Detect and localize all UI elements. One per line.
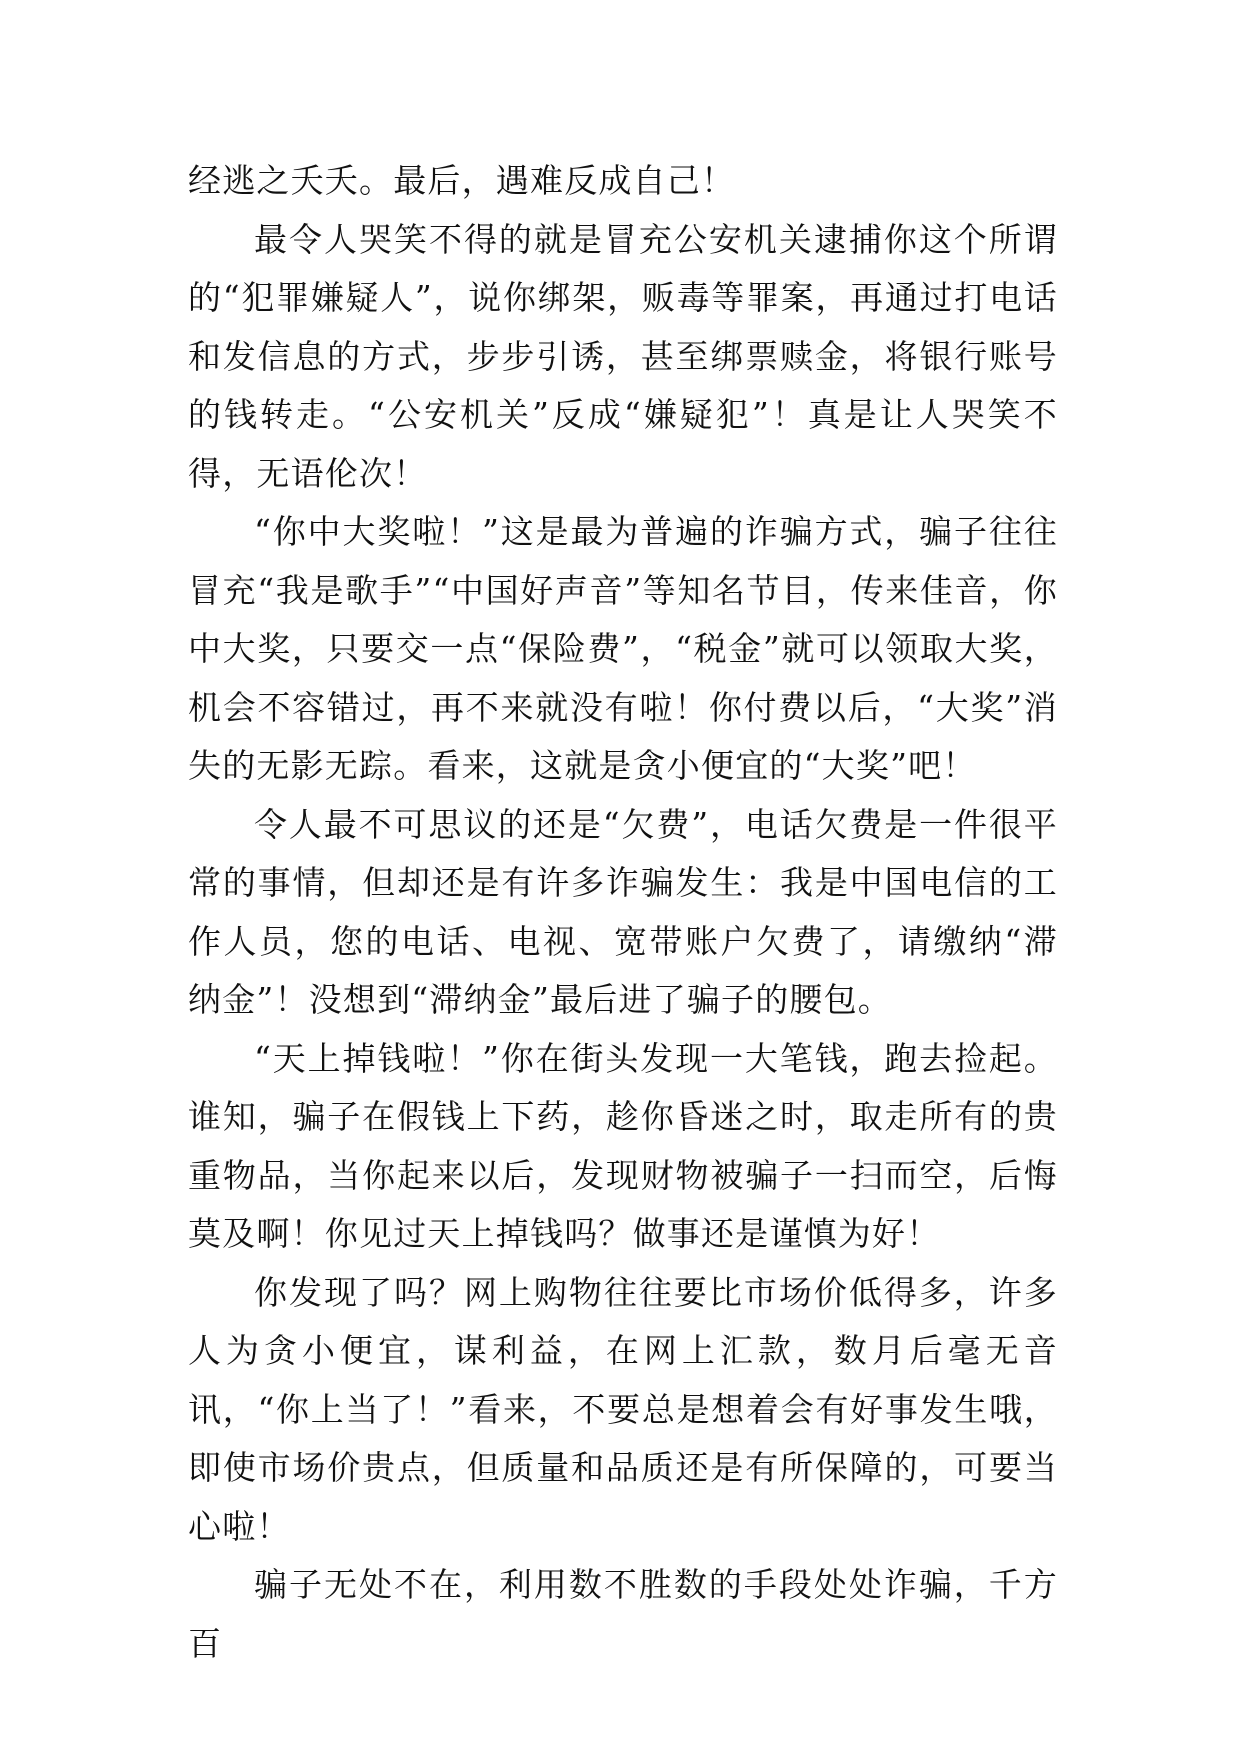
paragraph-police-impersonation: 最令人哭笑不得的就是冒充公安机关逮捕你这个所谓的“犯罪嫌疑人”，说你绑架，贩毒等罪案，再通过打电话和发信息的方式，步步引诱，甚至绑票赎金，将银行账号的钱转走。“公安机关”反成“嫌疑犯”！真是让人哭笑不得，无语伦次！ (188, 219, 1058, 493)
paragraph-money-from-sky: “天上掉钱啦！”你在街头发现一大笔钱，跑去捡起。谁知，骗子在假钱上下药，趁你昏迷之时，取走所有的贵重物品，当你起来以后，发现财物被骗子一扫而空，后悔莫及啊！你见过天上掉钱吗？做事还是谨慎为好！ (188, 1038, 1058, 1253)
paragraph-prize-scam: “你中大奖啦！”这是最为普遍的诈骗方式，骗子往往冒充“我是歌手”“中国好声音”等知名节目，传来佳音，你中大奖，只要交一点“保险费”，“税金”就可以领取大奖，机会不容错过，再不来就没有啦！你付费以后，“大奖”消失的无影无踪。看来，这就是贪小便宜的“大奖”吧！ (188, 512, 1058, 785)
document-body (188, 152, 1058, 1673)
paragraph-conclusion-start: 骗子无处不在，利用数不胜数的手段处处诈骗，千方百 (188, 1565, 1058, 1663)
paragraph-online-shopping: 你发现了吗？网上购物往往要比市场价低得多，许多人为贪小便宜，谋利益，在网上汇款，数月后毫无音讯，“你上当了！”看来，不要总是想着会有好事发生哦，即使市场价贵点，但质量和品质还是有所保障的，可要当心啦！ (188, 1272, 1058, 1546)
paragraph-continued: 经逃之夭夭。最后，遇难反成自己！ (188, 161, 736, 200)
paragraph-arrears-scam: 令人最不可思议的还是“欠费”，电话欠费是一件很平常的事情，但却还是有许多诈骗发生：我是中国电信的工作人员，您的电话、电视、宽带账户欠费了，请缴纳“滞纳金”！没想到“滞纳金”最后进了骗子的腰包。 (188, 804, 1058, 1019)
